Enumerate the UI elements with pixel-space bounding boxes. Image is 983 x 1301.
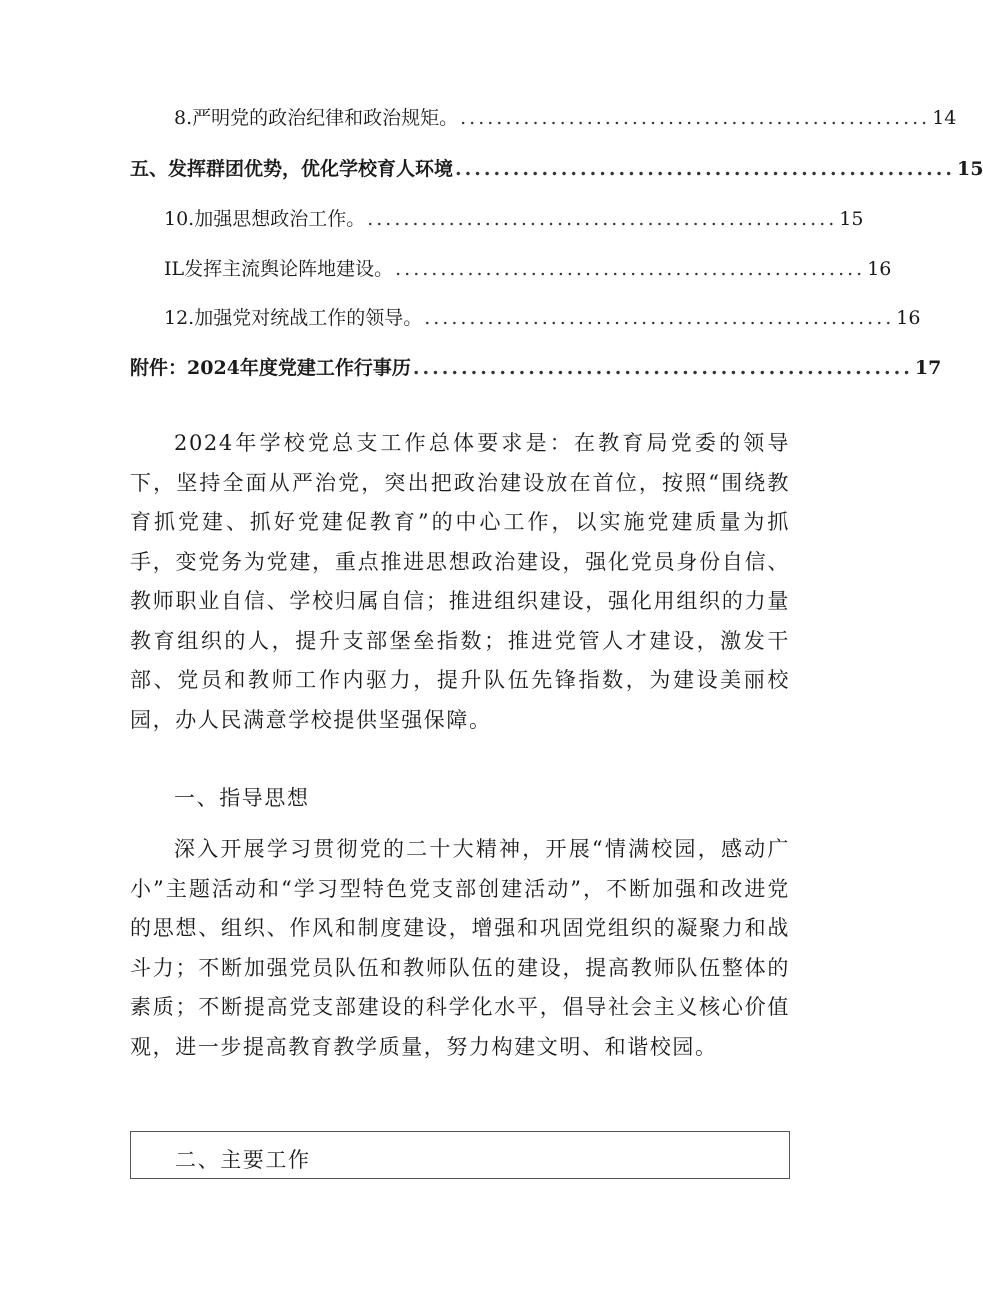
toc-entry-page: 15	[839, 208, 864, 230]
toc-entry[interactable]	[164, 303, 921, 330]
toc-entry[interactable]	[130, 353, 942, 380]
intro-section	[130, 424, 790, 740]
toc-entry-label: 8.严明党的政治纪律和政治规矩。	[174, 107, 459, 129]
toc-entry-page: 17	[914, 357, 942, 379]
toc-entry-label: 10.加强思想政治工作。	[164, 208, 366, 230]
toc-entry[interactable]	[164, 204, 864, 231]
toc-entry-page: 16	[867, 258, 892, 280]
toc-leader-dots: ....................................................	[367, 208, 838, 230]
toc-entry[interactable]	[130, 154, 983, 181]
main-work-heading-box	[130, 1131, 790, 1179]
toc-entry-label: IL发挥主流舆论阵地建设。	[164, 258, 394, 280]
section-heading-main-work: 二、主要工作	[175, 1148, 311, 1172]
toc-entry[interactable]	[164, 254, 892, 281]
section-heading-guiding-ideology: 一、指导思想	[174, 786, 310, 810]
guiding-ideology-paragraph: 深入开展学习贯彻党的二十大精神，开展“情满校园，感动广小”主题活动和“学习型特色党支部创建活动”，不断加强和改进党的思想、组织、作风和制度建设，增强和巩固党组织的凝聚力和战斗力；不断加强党员队伍和教师队伍的建设，提高教师队伍整体的素质；不断提高党支部建设的科学化水平，倡导社会主义核心价值观，进一步提高教育教学质量，努力构建文明、和谐校园。	[130, 837, 790, 1059]
toc-leader-dots: ....................................................	[412, 357, 913, 379]
guiding-ideology-section	[130, 830, 790, 1067]
toc-entry-label: 附件：2024年度党建工作行事历	[130, 357, 411, 379]
toc-entry[interactable]	[174, 103, 957, 130]
toc-leader-dots: ....................................................	[460, 107, 931, 129]
toc-entry-page: 14	[932, 107, 957, 129]
toc-leader-dots: ....................................................	[395, 258, 866, 280]
toc-entry-page: 15	[956, 158, 983, 180]
toc-entry-page: 16	[896, 307, 921, 329]
intro-paragraph: 2024年学校党总支工作总体要求是：在教育局党委的领导下，坚持全面从严治党，突出把政治建设放在首位，按照“围绕教育抓党建、抓好党建促教育”的中心工作，以实施党建质量为抓手，变党务为党建，重点推进思想政治建设，强化党员身份自信、教师职业自信、学校归属自信；推进组织建设，强化用组织的力量教育组织的人，提升支部堡垒指数；推进党管人才建设，激发干部、党员和教师工作内驱力，提升队伍先锋指数，为建设美丽校园，办人民满意学校提供坚强保障。	[130, 431, 790, 732]
toc-leader-dots: ....................................................	[424, 307, 895, 329]
toc-leader-dots: ....................................................	[455, 158, 955, 180]
toc-entry-label: 五、发挥群团优势，优化学校育人环境	[130, 158, 454, 180]
toc-entry-label: 12.加强党对统战工作的领导。	[164, 307, 423, 329]
